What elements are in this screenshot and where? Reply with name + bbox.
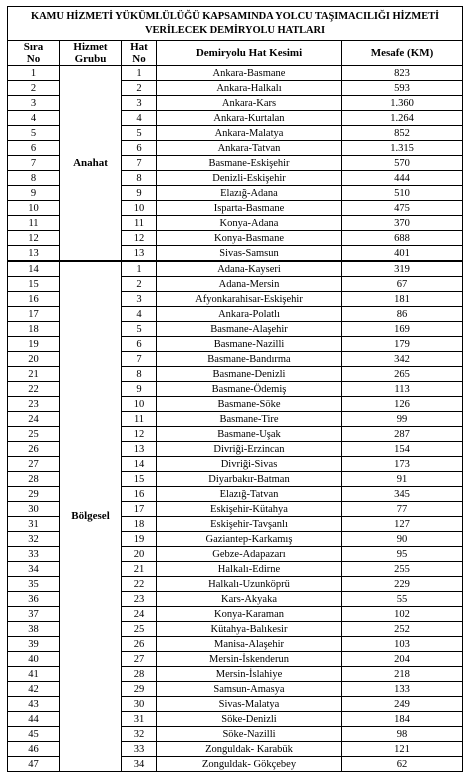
cell-hat-kesimi: Basmane-Alaşehir <box>157 322 342 337</box>
cell-sira-no: 20 <box>8 352 60 367</box>
cell-hat-kesimi: Basmane-Eskişehir <box>157 156 342 171</box>
table-title <box>8 7 463 41</box>
cell-hat-kesimi: Elazığ-Tatvan <box>157 487 342 502</box>
cell-sira-no: 46 <box>8 742 60 757</box>
cell-hat-no: 3 <box>122 292 157 307</box>
cell-hat-no: 23 <box>122 592 157 607</box>
cell-mesafe: 77 <box>342 502 463 517</box>
table-title-line-2: VERİLECEK DEMİRYOLU HATLARI <box>145 24 325 36</box>
cell-hat-kesimi: Diyarbakır-Batman <box>157 472 342 487</box>
cell-mesafe: 444 <box>342 171 463 186</box>
cell-mesafe: 86 <box>342 307 463 322</box>
cell-mesafe: 102 <box>342 607 463 622</box>
cell-sira-no: 38 <box>8 622 60 637</box>
cell-hat-no: 2 <box>122 81 157 96</box>
cell-hat-kesimi: Eskişehir-Tavşanlı <box>157 517 342 532</box>
cell-hat-no: 9 <box>122 382 157 397</box>
cell-hat-kesimi: Divriği-Erzincan <box>157 442 342 457</box>
cell-sira-no: 10 <box>8 201 60 216</box>
cell-sira-no: 27 <box>8 457 60 472</box>
cell-mesafe: 113 <box>342 382 463 397</box>
cell-hat-kesimi: Zonguldak- Gökçebey <box>157 757 342 772</box>
cell-sira-no: 15 <box>8 277 60 292</box>
header-sira-no: Sıra No <box>8 41 60 66</box>
cell-sira-no: 39 <box>8 637 60 652</box>
cell-sira-no: 1 <box>8 66 60 81</box>
cell-hat-kesimi: Basmane-Uşak <box>157 427 342 442</box>
cell-hat-no: 28 <box>122 667 157 682</box>
cell-sira-no: 45 <box>8 727 60 742</box>
cell-hat-kesimi: Kars-Akyaka <box>157 592 342 607</box>
cell-hat-no: 15 <box>122 472 157 487</box>
cell-hat-kesimi: Basmane-Söke <box>157 397 342 412</box>
cell-sira-no: 37 <box>8 607 60 622</box>
cell-sira-no: 8 <box>8 171 60 186</box>
cell-mesafe: 370 <box>342 216 463 231</box>
cell-hat-no: 26 <box>122 637 157 652</box>
cell-hat-kesimi: Zonguldak- Karabük <box>157 742 342 757</box>
cell-hat-kesimi: Konya-Basmane <box>157 231 342 246</box>
cell-mesafe: 1.264 <box>342 111 463 126</box>
cell-sira-no: 42 <box>8 682 60 697</box>
cell-sira-no: 14 <box>8 261 60 277</box>
cell-hat-no: 8 <box>122 171 157 186</box>
cell-hat-kesimi: Divriği-Sivas <box>157 457 342 472</box>
cell-mesafe: 252 <box>342 622 463 637</box>
cell-hat-no: 7 <box>122 352 157 367</box>
cell-mesafe: 121 <box>342 742 463 757</box>
cell-hat-no: 1 <box>122 261 157 277</box>
cell-hat-kesimi: Basmane-Bandırma <box>157 352 342 367</box>
cell-sira-no: 43 <box>8 697 60 712</box>
cell-hat-no: 6 <box>122 337 157 352</box>
cell-hat-no: 14 <box>122 457 157 472</box>
cell-hat-no: 17 <box>122 502 157 517</box>
cell-mesafe: 265 <box>342 367 463 382</box>
cell-mesafe: 475 <box>342 201 463 216</box>
cell-mesafe: 90 <box>342 532 463 547</box>
cell-mesafe: 127 <box>342 517 463 532</box>
cell-hat-kesimi: Samsun-Amasya <box>157 682 342 697</box>
cell-hat-no: 11 <box>122 216 157 231</box>
cell-hat-no: 13 <box>122 442 157 457</box>
cell-mesafe: 255 <box>342 562 463 577</box>
cell-hat-no: 27 <box>122 652 157 667</box>
cell-sira-no: 31 <box>8 517 60 532</box>
cell-mesafe: 852 <box>342 126 463 141</box>
cell-mesafe: 173 <box>342 457 463 472</box>
cell-sira-no: 41 <box>8 667 60 682</box>
cell-sira-no: 18 <box>8 322 60 337</box>
cell-mesafe: 319 <box>342 261 463 277</box>
cell-mesafe: 126 <box>342 397 463 412</box>
cell-sira-no: 36 <box>8 592 60 607</box>
cell-hat-kesimi: Ankara-Tatvan <box>157 141 342 156</box>
cell-sira-no: 7 <box>8 156 60 171</box>
cell-sira-no: 12 <box>8 231 60 246</box>
cell-hat-kesimi: Mersin-İskenderun <box>157 652 342 667</box>
cell-mesafe: 184 <box>342 712 463 727</box>
cell-sira-no: 26 <box>8 442 60 457</box>
header-hat-kesimi: Demiryolu Hat Kesimi <box>157 41 342 66</box>
cell-mesafe: 287 <box>342 427 463 442</box>
cell-hat-kesimi: Isparta-Basmane <box>157 201 342 216</box>
cell-hat-no: 18 <box>122 517 157 532</box>
cell-sira-no: 33 <box>8 547 60 562</box>
cell-hat-no: 1 <box>122 66 157 81</box>
cell-mesafe: 91 <box>342 472 463 487</box>
cell-mesafe: 1.360 <box>342 96 463 111</box>
cell-mesafe: 249 <box>342 697 463 712</box>
header-mesafe: Mesafe (KM) <box>342 41 463 66</box>
cell-sira-no: 40 <box>8 652 60 667</box>
cell-hat-kesimi: Eskişehir-Kütahya <box>157 502 342 517</box>
cell-mesafe: 688 <box>342 231 463 246</box>
table-row <box>8 66 463 81</box>
cell-hat-kesimi: Sivas-Samsun <box>157 246 342 262</box>
cell-sira-no: 22 <box>8 382 60 397</box>
cell-hat-kesimi: Gebze-Adapazarı <box>157 547 342 562</box>
cell-hat-no: 10 <box>122 201 157 216</box>
cell-hat-kesimi: Manisa-Alaşehir <box>157 637 342 652</box>
cell-sira-no: 13 <box>8 246 60 262</box>
cell-hat-no: 25 <box>122 622 157 637</box>
cell-hat-kesimi: Söke-Denizli <box>157 712 342 727</box>
cell-hat-no: 13 <box>122 246 157 262</box>
cell-hat-no: 7 <box>122 156 157 171</box>
cell-sira-no: 29 <box>8 487 60 502</box>
cell-sira-no: 17 <box>8 307 60 322</box>
cell-hat-no: 33 <box>122 742 157 757</box>
cell-mesafe: 67 <box>342 277 463 292</box>
cell-hat-no: 21 <box>122 562 157 577</box>
cell-hat-kesimi: Adana-Kayseri <box>157 261 342 277</box>
cell-sira-no: 9 <box>8 186 60 201</box>
cell-hat-kesimi: Konya-Adana <box>157 216 342 231</box>
cell-mesafe: 98 <box>342 727 463 742</box>
cell-hat-no: 4 <box>122 307 157 322</box>
table-title-line-1: KAMU HİZMETİ YÜKÜMLÜLÜĞÜ KAPSAMINDA YOLCU TAŞIMACILIĞI HİZMETİ <box>31 10 440 22</box>
header-row <box>8 41 463 66</box>
cell-mesafe: 570 <box>342 156 463 171</box>
cell-hat-no: 30 <box>122 697 157 712</box>
cell-mesafe: 154 <box>342 442 463 457</box>
header-hizmet-grubu: Hizmet Grubu <box>60 41 122 66</box>
cell-sira-no: 47 <box>8 757 60 772</box>
cell-hat-no: 5 <box>122 126 157 141</box>
cell-hat-kesimi: Ankara-Malatya <box>157 126 342 141</box>
cell-mesafe: 133 <box>342 682 463 697</box>
header-hat-no: Hat No <box>122 41 157 66</box>
cell-hat-kesimi: Elazığ-Adana <box>157 186 342 201</box>
cell-sira-no: 30 <box>8 502 60 517</box>
cell-mesafe: 169 <box>342 322 463 337</box>
cell-hat-kesimi: Kütahya-Balıkesir <box>157 622 342 637</box>
cell-sira-no: 23 <box>8 397 60 412</box>
table-row <box>8 261 463 277</box>
cell-hat-no: 12 <box>122 427 157 442</box>
cell-hat-no: 22 <box>122 577 157 592</box>
cell-hat-no: 29 <box>122 682 157 697</box>
cell-hat-kesimi: Ankara-Kurtalan <box>157 111 342 126</box>
cell-hat-no: 34 <box>122 757 157 772</box>
cell-hat-kesimi: Halkalı-Uzunköprü <box>157 577 342 592</box>
cell-hizmet-grubu: Bölgesel <box>60 261 122 772</box>
cell-hat-kesimi: Sivas-Malatya <box>157 697 342 712</box>
cell-hat-kesimi: Halkalı-Edirne <box>157 562 342 577</box>
cell-mesafe: 342 <box>342 352 463 367</box>
cell-sira-no: 32 <box>8 532 60 547</box>
cell-hat-no: 9 <box>122 186 157 201</box>
cell-hat-kesimi: Basmane-Denizli <box>157 367 342 382</box>
cell-mesafe: 401 <box>342 246 463 262</box>
cell-mesafe: 345 <box>342 487 463 502</box>
cell-mesafe: 95 <box>342 547 463 562</box>
cell-mesafe: 99 <box>342 412 463 427</box>
cell-hat-no: 6 <box>122 141 157 156</box>
cell-hat-kesimi: Gaziantep-Karkamış <box>157 532 342 547</box>
cell-hat-kesimi: Adana-Mersin <box>157 277 342 292</box>
cell-hat-no: 4 <box>122 111 157 126</box>
cell-mesafe: 218 <box>342 667 463 682</box>
cell-sira-no: 11 <box>8 216 60 231</box>
cell-mesafe: 823 <box>342 66 463 81</box>
cell-hat-no: 20 <box>122 547 157 562</box>
cell-hat-kesimi: Denizli-Eskişehir <box>157 171 342 186</box>
cell-hat-no: 32 <box>122 727 157 742</box>
cell-hat-kesimi: Ankara-Halkalı <box>157 81 342 96</box>
cell-hat-kesimi: Basmane-Tire <box>157 412 342 427</box>
cell-hat-no: 2 <box>122 277 157 292</box>
cell-mesafe: 593 <box>342 81 463 96</box>
cell-mesafe: 179 <box>342 337 463 352</box>
cell-sira-no: 2 <box>8 81 60 96</box>
cell-hat-kesimi: Ankara-Basmane <box>157 66 342 81</box>
table-body <box>8 66 463 772</box>
cell-hat-kesimi: Söke-Nazilli <box>157 727 342 742</box>
cell-sira-no: 5 <box>8 126 60 141</box>
cell-hat-no: 5 <box>122 322 157 337</box>
railway-lines-table <box>7 6 463 772</box>
cell-sira-no: 25 <box>8 427 60 442</box>
cell-sira-no: 35 <box>8 577 60 592</box>
cell-sira-no: 21 <box>8 367 60 382</box>
cell-sira-no: 44 <box>8 712 60 727</box>
cell-sira-no: 34 <box>8 562 60 577</box>
cell-mesafe: 1.315 <box>342 141 463 156</box>
cell-hat-no: 19 <box>122 532 157 547</box>
cell-sira-no: 3 <box>8 96 60 111</box>
cell-hat-kesimi: Ankara-Kars <box>157 96 342 111</box>
cell-hat-no: 8 <box>122 367 157 382</box>
cell-hat-no: 11 <box>122 412 157 427</box>
cell-hat-no: 3 <box>122 96 157 111</box>
cell-hat-kesimi: Basmane-Ödemiş <box>157 382 342 397</box>
cell-sira-no: 19 <box>8 337 60 352</box>
cell-hat-no: 10 <box>122 397 157 412</box>
cell-hat-no: 12 <box>122 231 157 246</box>
cell-mesafe: 62 <box>342 757 463 772</box>
cell-hat-kesimi: Mersin-İslahiye <box>157 667 342 682</box>
cell-hat-kesimi: Ankara-Polatlı <box>157 307 342 322</box>
cell-hat-kesimi: Basmane-Nazilli <box>157 337 342 352</box>
cell-hat-no: 24 <box>122 607 157 622</box>
cell-hizmet-grubu: Anahat <box>60 66 122 262</box>
cell-hat-kesimi: Konya-Karaman <box>157 607 342 622</box>
cell-mesafe: 103 <box>342 637 463 652</box>
cell-mesafe: 181 <box>342 292 463 307</box>
cell-mesafe: 204 <box>342 652 463 667</box>
cell-mesafe: 510 <box>342 186 463 201</box>
cell-sira-no: 6 <box>8 141 60 156</box>
cell-hat-kesimi: Afyonkarahisar-Eskişehir <box>157 292 342 307</box>
cell-mesafe: 229 <box>342 577 463 592</box>
document-page <box>7 6 462 772</box>
cell-mesafe: 55 <box>342 592 463 607</box>
cell-sira-no: 24 <box>8 412 60 427</box>
cell-sira-no: 28 <box>8 472 60 487</box>
cell-sira-no: 16 <box>8 292 60 307</box>
cell-hat-no: 31 <box>122 712 157 727</box>
cell-sira-no: 4 <box>8 111 60 126</box>
cell-hat-no: 16 <box>122 487 157 502</box>
